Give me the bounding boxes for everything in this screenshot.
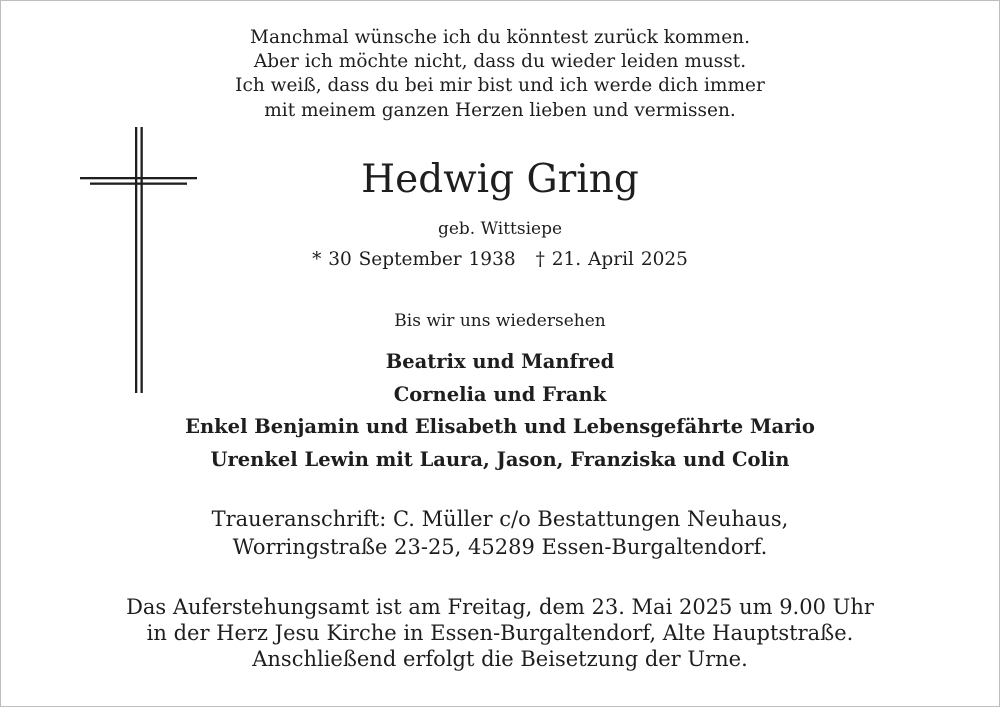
- service-line: in der Herz Jesu Kirche in Essen-Burgaltendorf, Alte Hauptstraße.: [146, 621, 854, 645]
- service-info: [0, 594, 1000, 672]
- farewell-text: Bis wir uns wiedersehen: [394, 311, 606, 331]
- birth-date: * 30 September 1938: [312, 249, 516, 270]
- death-date: † 21. April 2025: [535, 249, 688, 270]
- service-line: Anschließend erfolgt die Beisetzung der Urne.: [252, 647, 748, 671]
- poem-line: mit meinem ganzen Herzen lieben und vermissen.: [264, 99, 736, 121]
- mourner-line: Urenkel Lewin mit Laura, Jason, Franziska und Colin: [210, 447, 790, 471]
- address-line: Traueranschrift: C. Müller c/o Bestattungen Neuhaus,: [211, 507, 789, 531]
- mourner-line: Beatrix und Manfred: [385, 350, 615, 373]
- address-line: Worringstraße 23-25, 45289 Essen-Burgaltendorf.: [232, 535, 768, 559]
- service-line: Das Auferstehungsamt ist am Freitag, dem 23. Mai 2025 um 9.00 Uhr: [126, 595, 874, 619]
- mourner-line: Cornelia und Frank: [393, 382, 607, 406]
- deceased-name: Hedwig Gring: [361, 157, 639, 202]
- poem: [0, 26, 1000, 123]
- poem-line: Aber ich möchte nicht, dass du wieder leiden musst.: [253, 51, 747, 73]
- maiden-name: geb. Wittsiepe: [437, 219, 563, 239]
- poem-line: Ich weiß, dass du bei mir bist und ich werde dich immer: [235, 75, 765, 97]
- mourning-address: [0, 505, 1000, 561]
- mourners-list: [0, 346, 1000, 476]
- mourner-line: Enkel Benjamin und Elisabeth und Lebensgefährte Mario: [185, 415, 815, 438]
- life-dates: [0, 247, 1000, 273]
- poem-line: Manchmal wünsche ich du könntest zurück kommen.: [250, 27, 750, 48]
